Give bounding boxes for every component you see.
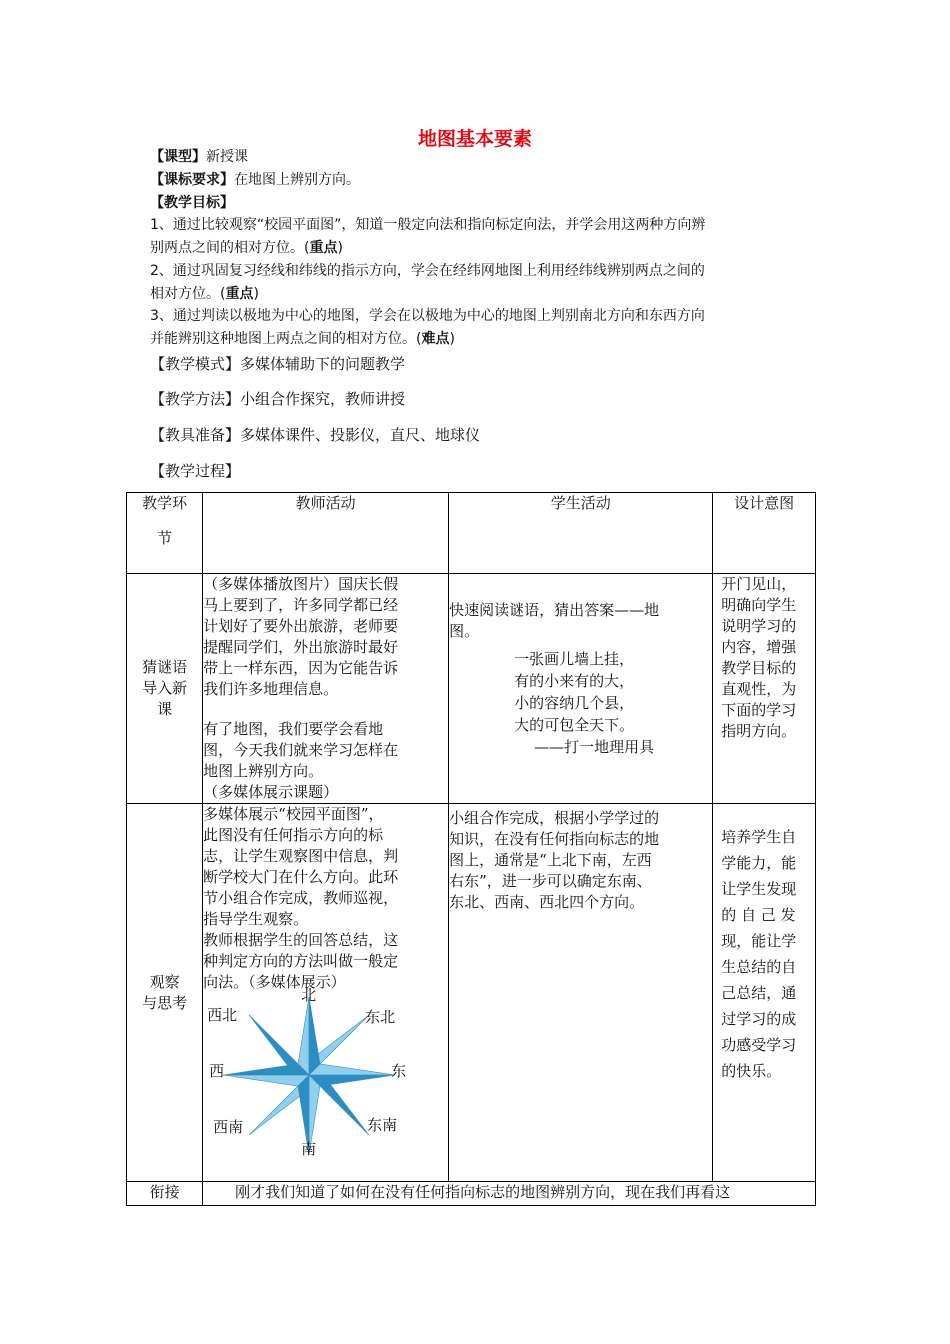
compass-southeast-label: 东南 — [367, 1116, 398, 1134]
row2-design: 培养学生自 学能力，能 让学生发现 的 自 己 发 现，能让学 生总结的自 己总结，通 过学习的成 功感受学习 的快乐。 — [713, 804, 816, 1182]
header-design: 设计意图 — [713, 493, 816, 574]
table-row — [127, 804, 816, 1182]
riddle-poem: 一张画儿墙上挂， 有的小来有的大， 小的容纳几个县， 大的可包全天下。 ——打一地理用具 — [514, 650, 655, 756]
teaching-tools: 【教具准备】多媒体课件、投影仪，直尺、地球仪 — [150, 426, 481, 444]
header-stage: 教学环 节 — [127, 493, 203, 574]
header-student: 学生活动 — [449, 493, 713, 574]
compass-northeast-label: 东北 — [365, 1008, 396, 1026]
header-teacher: 教师活动 — [203, 493, 449, 574]
compass-south-label: 南 — [301, 1140, 317, 1158]
row2-student: 小组合作完成，根据小学学过的 知识，在没有任何指向标志的地 图上，通常是“上北下南，左西 右东”，进一步可以确定东南、 东北、西南、西北四个方向。 — [449, 804, 713, 1182]
goal-3-line-2: 并能辨别这种地图上两点之间的相对方位。(难点) — [150, 331, 455, 347]
goal-1-line-2: 别两点之间的相对方位。(重点) — [150, 240, 343, 256]
row3-stage: 衔接 — [127, 1182, 203, 1206]
goal-1-line-1: 1、通过比较观察“校园平面图”，知道一般定向法和指向标定向法，并学会用这两种方向辨 — [150, 217, 706, 233]
compass-north-label: 北 — [301, 986, 317, 1004]
row1-design: 开门见山， 明确向学生 说明学习的 内容，增强 教学目标的 直观性，为 下面的学习 指明方向。 — [713, 574, 816, 804]
table-row — [127, 574, 816, 804]
table-row — [127, 1182, 816, 1206]
teaching-mode: 【教学模式】多媒体辅助下的问题教学 — [150, 355, 406, 373]
compass-west-label: 西 — [209, 1062, 225, 1080]
course-type-line: 【课型】新授课 — [150, 149, 248, 165]
row3-text: 刚才我们知道了如何在没有任何指向标志的地图辨别方向，现在我们再看这 — [203, 1182, 816, 1206]
goal-2-line-1: 2、通过巩固复习经线和纬线的指示方向，学会在经纬网地图上利用经纬线辨别两点之间的 — [150, 263, 705, 279]
teaching-process-label: 【教学过程】 — [150, 462, 241, 480]
row1-stage: 猜谜语 导入新 课 — [127, 574, 203, 804]
page-title: 地图基本要素 — [417, 128, 532, 150]
row2-teacher: 多媒体展示“校园平面图”， 此图没有任何指示方向的标 志，让学生观察图中信息，判 断学校大门在什么方向。此环 节小组合作完成，教师巡视， 指导学生观察。 教师根据学生的回答总结，这 种判定方向的方法叫做一般定 向法。（多媒体展示） 北 东北 东 东南 南 西南 西 西北 — [203, 804, 449, 1182]
compass-east-label: 东 — [391, 1062, 407, 1080]
goal-3-line-1: 3、通过判读以极地为中心的地图，学会在以极地为中心的地图上判别南北方向和东西方向 — [150, 308, 705, 324]
lesson-table — [126, 492, 816, 1206]
row2-stage: 观察 与思考 — [127, 804, 203, 1182]
goal-2-line-2: 相对方位。(重点) — [150, 286, 259, 302]
standard-line: 【课标要求】在地图上辨别方向。 — [150, 172, 360, 188]
compass-southwest-label: 西南 — [213, 1118, 244, 1136]
compass-star-icon — [205, 993, 445, 1165]
compass-northwest-label: 西北 — [207, 1006, 238, 1024]
table-header-row — [127, 493, 816, 574]
row1-teacher: （多媒体播放图片）国庆长假 马上要到了，许多同学都已经 计划好了要外出旅游，老师要 提醒同学们，外出旅游时最好 带上一样东西，因为它能告诉 我们许多地理信息。 有了地图，我们要学会看地 图，今天我们就来学习怎样在 地图上辨别方向。 （多媒体展示课题） — [203, 574, 449, 804]
compass-rose-figure — [205, 986, 445, 1165]
row1-student: 快速阅读谜语，猜出答案——地 图。 一张画儿墙上挂， 有的小来有的大， 小的容纳几个县， 大的可包全天下。 ——打一地理用具 — [449, 574, 713, 804]
teaching-method: 【教学方法】小组合作探究，教师讲授 — [150, 390, 406, 408]
goals-label: 【教学目标】 — [150, 195, 234, 211]
